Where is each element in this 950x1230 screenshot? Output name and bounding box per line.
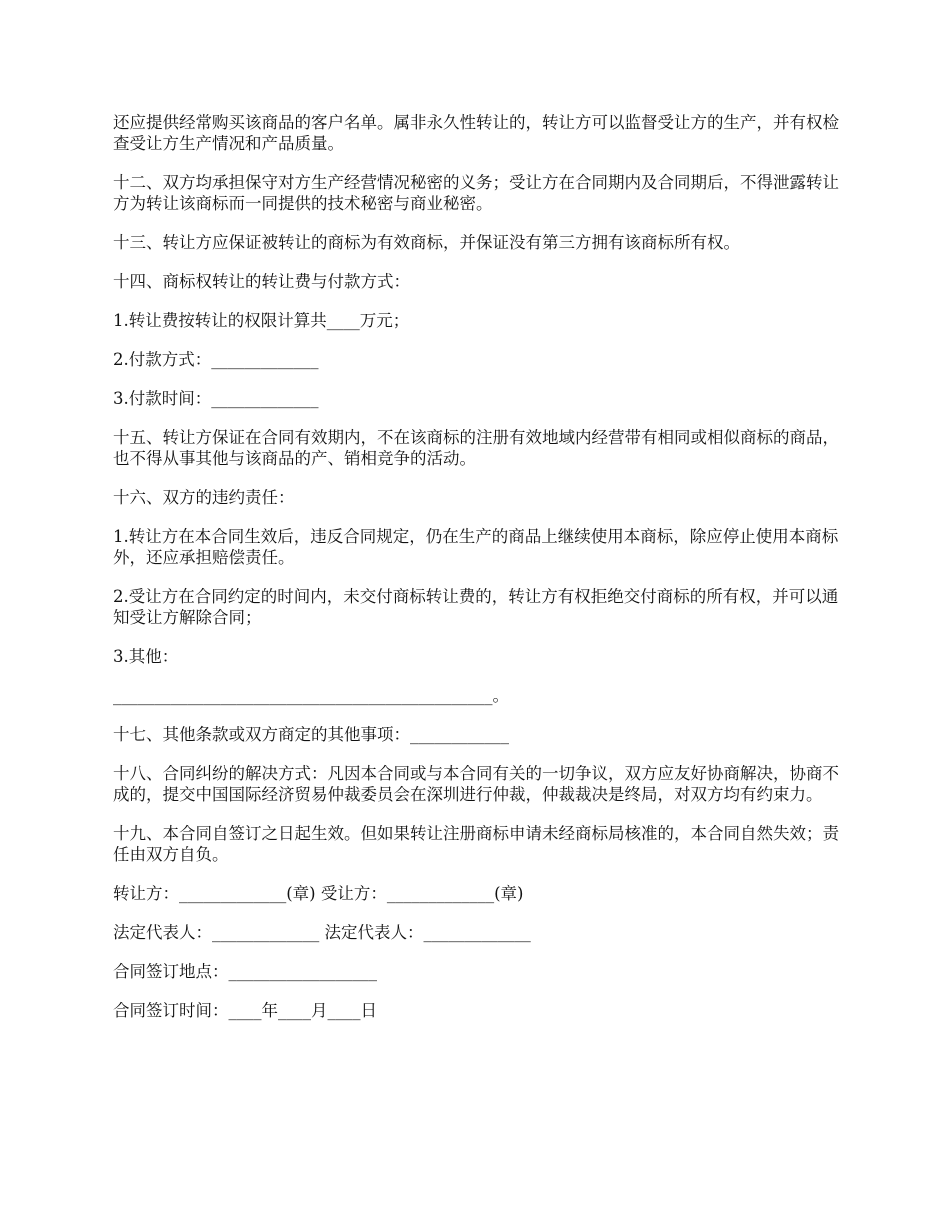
clause-14-payment-time: 3.付款时间：_____________ (113, 389, 319, 408)
clause-16-item-3: 3.其他： (113, 647, 179, 666)
clause-14-heading: 十四、商标权转让的转让费与付款方式： (113, 272, 410, 291)
signing-place: 合同签订地点：__________________ (113, 962, 377, 981)
clause-16-item-1: 1.转让方在本合同生效后，违反合同规定，仍在生产的商品上继续使用本商标，除应停止使用本商标外，还应承担赔偿责任。 (113, 527, 839, 567)
clause-16-heading: 十六、双方的违约责任： (113, 488, 295, 507)
clause-19-effectiveness: 十九、本合同自签订之日起生效。但如果转让注册商标申请未经商标局核准的，本合同自然失效；责任由双方自负。 (113, 824, 839, 864)
clause-13-trademark-validity: 十三、转让方应保证被转让的商标为有效商标，并保证没有第三方拥有该商标所有权。 (113, 233, 740, 252)
signing-date: 合同签订时间：____年____月____日 (113, 1001, 377, 1020)
clause-11-continuation: 还应提供经常购买该商品的客户名单。属非永久性转让的，转让方可以监督受让方的生产，并有权检查受让方生产情况和产品质量。 (113, 113, 839, 153)
clause-14-fee: 1.转让费按转让的权限计算共____万元； (113, 311, 410, 330)
signature-representatives: 法定代表人：_____________ 法定代表人：_____________ (113, 923, 531, 942)
clause-14-payment-method: 2.付款方式：_____________ (113, 350, 319, 369)
clause-17-other-terms: 十七、其他条款或双方商定的其他事项：____________ (113, 725, 509, 744)
clause-12-confidentiality: 十二、双方均承担保守对方生产经营情况秘密的义务；受让方在合同期内及合同期后，不得泄露转让方为转让该商标而一同提供的技术秘密与商业秘密。 (113, 173, 839, 213)
clause-16-item-3-blank: ______________________________________________。 (113, 686, 509, 705)
clause-15-non-compete: 十五、转让方保证在合同有效期内，不在该商标的注册有效地域内经营带有相同或相似商标的商品，也不得从事其他与该商品的产、销相竞争的活动。 (113, 428, 839, 468)
document-body (113, 112, 848, 1039)
clause-18-dispute-resolution: 十八、合同纠纷的解决方式：凡因本合同或与本合同有关的一切争议，双方应友好协商解决，协商不成的，提交中国国际经济贸易仲裁委员会在深圳进行仲裁，仲裁裁决是终局，对双方均有约束力。 (113, 764, 839, 804)
signature-parties: 转让方：_____________(章) 受让方：_____________(章) (113, 884, 524, 903)
clause-16-item-2: 2.受让方在合同约定的时间内，未交付商标转让费的，转让方有权拒绝交付商标的所有权，并可以通知受让方解除合同； (113, 587, 839, 627)
